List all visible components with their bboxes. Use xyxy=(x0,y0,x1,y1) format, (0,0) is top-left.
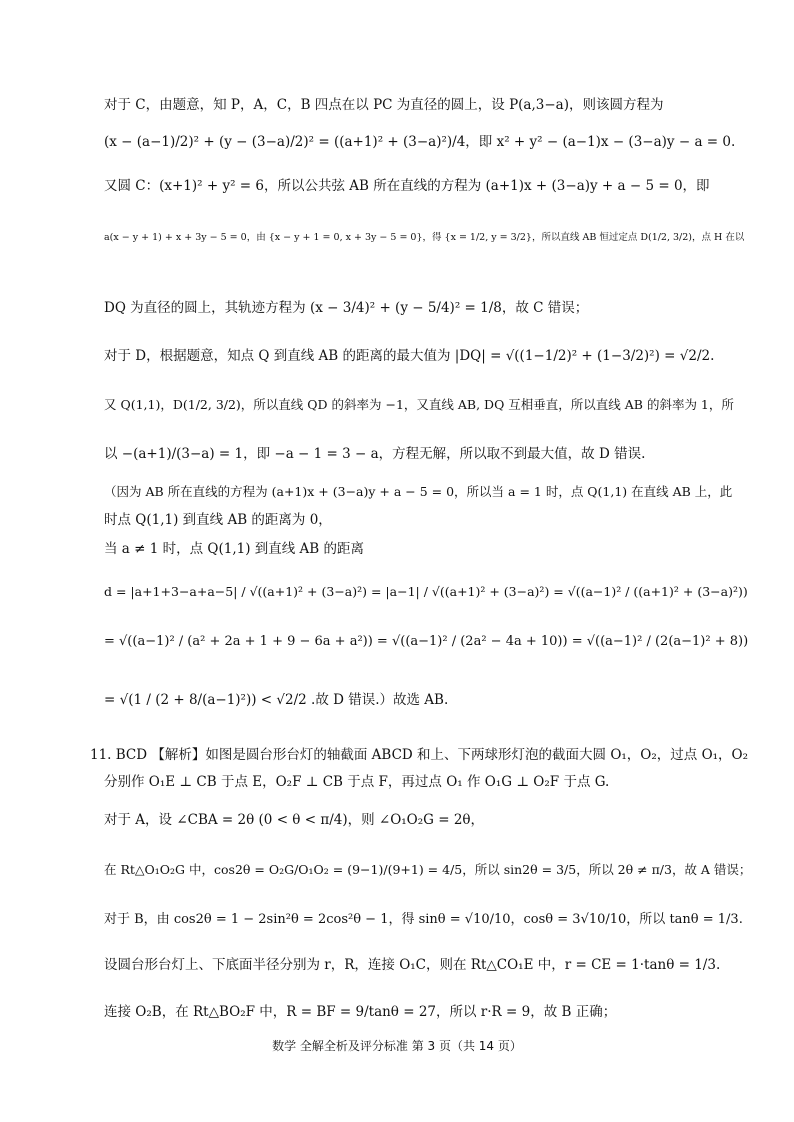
text-line: 又 Q(1,1)，D(1/2, 3/2)，所以直线 QD 的斜率为 −1，又直线 AB, DQ 互相垂直，所以直线 AB 的斜率为 1，所 xyxy=(104,397,734,412)
text-line: （因为 AB 所在直线的方程为 (a+1)x + (3−a)y + a − 5 = 0，所以当 a = 1 时，点 Q(1,1) 在直线 AB 上，此 xyxy=(104,484,733,499)
text-line: d = |a+1+3−a+a−5| / √((a+1)² + (3−a)²) = |a−1| / √((a+1)² + (3−a)²) = √((a−1)² / ((a+1)² + (3−a)²)) xyxy=(104,584,748,599)
text-line: = √((a−1)² / (a² + 2a + 1 + 9 − 6a + a²)) = √((a−1)² / (2a² − 4a + 10)) = √((a−1)² / (2(a−1)² + 8)) xyxy=(104,634,749,649)
text-line: 对于 C，由题意，知 P，A，C，B 四点在以 PC 为直径的圆上，设 P(a,3−a)，则该圆方程为 xyxy=(104,97,664,113)
page-footer: 数学 全解全析及评分标准 第 3 页（共 14 页） xyxy=(272,1039,522,1053)
text-line: 连接 O₂B，在 Rt△BO₂F 中，R = BF = 9/tanθ = 27，所以 r·R = 9，故 B 正确； xyxy=(104,1004,617,1020)
text-line: 当 a ≠ 1 时，点 Q(1,1) 到直线 AB 的距离 xyxy=(104,541,365,557)
text-line: 对于 A，设 ∠CBA = 2θ (0 < θ < π/4)，则 ∠O₁O₂G = 2θ， xyxy=(104,812,485,828)
text-line: 时点 Q(1,1) 到直线 AB 的距离为 0， xyxy=(104,512,332,528)
text-line: 对于 D，根据题意，知点 Q 到直线 AB 的距离的最大值为 |DQ| = √((1−1/2)² + (1−3/2)²) = √2/2. xyxy=(104,348,715,364)
text-line: DQ 为直径的圆上，其轨迹方程为 (x − 3/4)² + (y − 5/4)² = 1/8，故 C 错误； xyxy=(104,300,589,316)
text-line: 11. BCD 【解析】如图是圆台形台灯的轴截面 ABCD 和上、下两球形灯泡的截面大圆 O₁，O₂，过点 O₁，O₂ xyxy=(90,747,749,763)
text-line: a(x − y + 1) + x + 3y − 5 = 0，由 {x − y + 1 = 0, x + 3y − 5 = 0}，得 {x = 1/2, y = 3/2}，所以直线 AB 恒过定点 D(1/2, 3/2)，点 H 在以 xyxy=(104,232,745,243)
text-line: 以 −(a+1)/(3−a) = 1，即 −a − 1 = 3 − a，方程无解，所以取不到最大值，故 D 错误. xyxy=(104,446,646,462)
text-line: 在 Rt△O₁O₂G 中，cos2θ = O₂G/O₁O₂ = (9−1)/(9+1) = 4/5，所以 sin2θ = 3/5，所以 2θ ≠ π/3，故 A 错误； xyxy=(104,862,752,877)
text-line: (x − (a−1)/2)² + (y − (3−a)/2)² = ((a+1)² + (3−a)²)/4，即 x² + y² − (a−1)x − (3−a)y − a = 0. xyxy=(104,134,736,150)
text-line: 设圆台形台灯上、下底面半径分别为 r，R，连接 O₁C，则在 Rt△CO₁E 中，r = CE = 1·tanθ = 1/3. xyxy=(104,957,721,973)
text-line: 又圆 C：(x+1)² + y² = 6，所以公共弦 AB 所在直线的方程为 (a+1)x + (3−a)y + a − 5 = 0，即 xyxy=(104,178,710,194)
text-line: 对于 B，由 cos2θ = 1 − 2sin²θ = 2cos²θ − 1，得 sinθ = √10/10，cosθ = 3√10/10，所以 tanθ = 1/3. xyxy=(104,912,743,927)
text-line: 分别作 O₁E ⊥ CB 于点 E，O₂F ⊥ CB 于点 F，再过点 O₁ 作 O₁G ⊥ O₂F 于点 G. xyxy=(104,774,610,790)
text-line: = √(1 / (2 + 8/(a−1)²)) < √2/2 .故 D 错误.）故选 AB. xyxy=(104,692,449,708)
